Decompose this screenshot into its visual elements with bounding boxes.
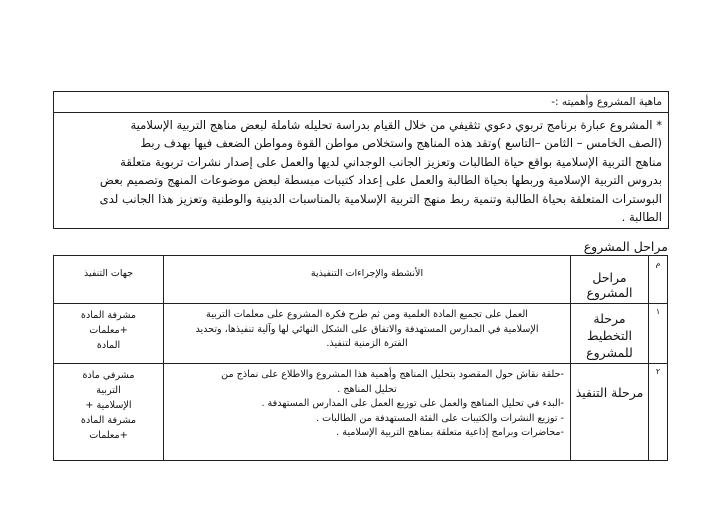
overview-line: البوسترات المتعلقة بحياة الطالبة وتنمية ربط منهج التربية الإسلامية بالمناسبات الدينية والوطنية وتعزيز هذا الجانب لدى <box>99 191 662 206</box>
table-row <box>54 364 668 461</box>
overview-heading: ماهية المشروع وأهميته :- <box>54 92 668 113</box>
header-stage: مراحل المشروع <box>571 256 649 304</box>
project-overview-box <box>53 91 669 229</box>
stage-actions <box>164 364 571 461</box>
party-line: +معلمات <box>89 325 128 336</box>
overview-body <box>54 113 668 228</box>
party-line: +معلمات <box>89 430 128 441</box>
header-number: م <box>649 256 668 304</box>
action-line: -البدء في تحليل المناهج والعمل على توزيع العمل على المدارس المستهدفة . <box>261 398 564 409</box>
party-line: مشرفي مادة <box>82 370 135 381</box>
action-line: العمل على تجميع المادة العلمية ومن ثم طرح فكرة المشروع على معلمات التربية <box>206 309 528 320</box>
stage-parties <box>54 304 164 364</box>
party-line: مشرفة المادة <box>80 310 137 321</box>
action-line: تحليل المناهج . <box>337 383 397 395</box>
action-line: الإسلامية في المدارس المستهدفة والاتفاق على الشكل النهائي لها وآلية تنفيذها، وتحديد <box>195 323 539 335</box>
action-line: -حلقة نقاش حول المقصود بتحليل المناهج وأهمية هذا المشروع والاطلاع على نماذج من <box>221 369 564 380</box>
party-line: مشرفة المادة <box>80 415 137 426</box>
project-stages-table <box>53 255 668 461</box>
action-line: -محاضرات وبرامج إذاعية متعلقة بمناهج التربية الإسلامية . <box>336 427 564 438</box>
party-line: المادة <box>96 340 121 351</box>
header-actions: الأنشطة والإجراءات التنفيذية <box>164 256 571 304</box>
action-line: - توزيع النشرات والكتيبات على الفئة المستهدفة من الطالبات . <box>316 412 564 424</box>
table-header-row <box>54 256 668 304</box>
stage-parties <box>54 364 164 461</box>
action-line: الفترة الزمنية لتنفيذ. <box>326 338 408 349</box>
overview-line: مناهج التربية الإسلامية بواقع حياة الطالبات وتعزيز الجانب الوجداني لديها والعمل على إصدار نشرات تربوية متعلقة <box>120 154 662 169</box>
overview-line: * المشروع عبارة برنامج تربوي دعوي تثقيفي من خلال القيام بدراسة تحليله شاملة لبعض مناهج التربية الإسلامية <box>130 118 662 132</box>
stages-section-title: مراحل المشروع <box>583 239 668 254</box>
party-line: الإسلامية + <box>85 400 132 411</box>
row-number: ١ <box>649 304 668 364</box>
stage-name: مرحلة التنفيذ <box>571 364 649 461</box>
party-line: التربية <box>96 385 121 396</box>
overview-line: بدروس التربية الإسلامية وربطها بحياة الطالبة والعمل على إعداد كتيبات مبسطة لبعض موضوعات المنهج وتصميم بعض <box>99 173 662 188</box>
row-number: ٢ <box>649 364 668 461</box>
header-parties: جهات التنفيذ <box>54 256 164 304</box>
overview-line: (الصف الخامس – الثامن –التاسع )وتقد هذه المناهج واستخلاص مواطن القوة ومواطن الضعف فيها بهدف ربط <box>140 136 662 151</box>
stage-actions <box>164 304 571 364</box>
table-row <box>54 304 668 364</box>
overview-line: الطالبة . <box>621 210 662 225</box>
stage-name: مرحلة التخطيط للمشروع <box>571 304 649 364</box>
